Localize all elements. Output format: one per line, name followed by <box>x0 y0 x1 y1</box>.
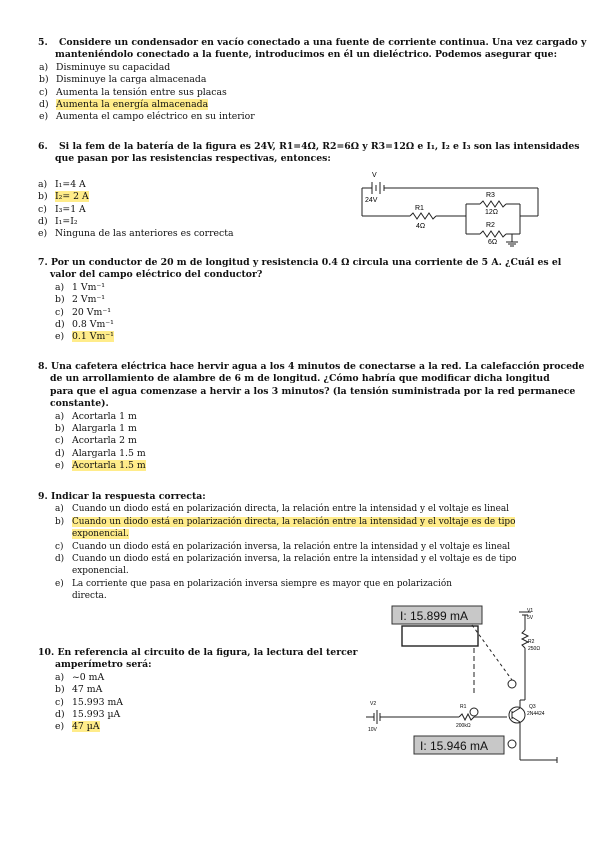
options-list <box>39 62 586 124</box>
circuit-diagram-q6 <box>360 168 550 250</box>
option-text: Disminuye la carga almacenada <box>56 74 207 86</box>
option-d[interactable] <box>55 319 561 331</box>
option-text: ~0 mA <box>72 671 105 683</box>
option-letter: d) <box>55 554 65 565</box>
option-letter: a) <box>55 504 64 515</box>
option-letter: a) <box>38 178 48 190</box>
question-8 <box>38 361 584 473</box>
option-a[interactable] <box>55 672 358 684</box>
option-letter: e) <box>55 331 65 343</box>
option-e[interactable] <box>55 721 358 733</box>
option-text: 15.993 mA <box>72 696 124 708</box>
transistor-collector <box>512 708 520 713</box>
option-text: 0.8 Vm⁻¹ <box>72 319 114 331</box>
probe-marker-icon <box>508 680 516 688</box>
option-letter: e) <box>55 578 64 589</box>
option-letter: b) <box>39 74 49 86</box>
stem-line: de un arrollamiento de alambre de 6 m de longitud. ¿Cómo habría que modificar dicha longitud <box>50 373 550 385</box>
option-text-highlighted: Aumenta la energía almacenada <box>56 99 209 111</box>
option-letter: a) <box>39 61 49 73</box>
option-d[interactable] <box>55 448 584 460</box>
question-number: 10. <box>38 647 55 658</box>
option-letter: a) <box>55 281 65 293</box>
resistor-r1 <box>410 213 436 219</box>
transistor-value: 2N4424 <box>527 711 545 717</box>
question-number: 5. <box>38 37 48 48</box>
option-e[interactable] <box>55 578 517 590</box>
option-text: exponencial. <box>72 566 129 577</box>
question-8-stem <box>38 361 584 373</box>
v1-label: V1 <box>527 608 534 614</box>
battery-value: 24V <box>365 197 378 204</box>
r1-value: 4Ω <box>416 223 426 230</box>
stem-line: amperímetro será: <box>55 659 152 671</box>
question-6-stem <box>38 141 580 153</box>
option-a[interactable] <box>55 503 517 515</box>
option-letter: d) <box>55 447 65 459</box>
option-letter: b) <box>55 423 65 435</box>
option-text: Ninguna de las anteriores es correcta <box>55 228 234 240</box>
option-c[interactable] <box>55 307 561 319</box>
question-9-stem <box>38 491 517 503</box>
v2-value: 10V <box>368 727 377 733</box>
r2-value: 250Ω <box>528 646 541 652</box>
option-text: 47 mA <box>72 684 103 696</box>
r2-label: R2 <box>528 639 535 645</box>
option-text: I₃=1 A <box>55 203 86 215</box>
option-text: La corriente que pasa en polarización inversa siempre es mayor que en polarización <box>72 578 452 589</box>
option-c[interactable] <box>55 541 517 553</box>
question-9 <box>38 491 517 603</box>
ammeter-reading-top: I: 15.899 mA <box>400 609 469 623</box>
option-text-highlighted: exponencial. <box>72 529 129 540</box>
question-5 <box>38 37 586 124</box>
stem-line: Indicar la respuesta correcta: <box>50 491 206 502</box>
option-text: Cuando un diodo está en polarización directa, la relación entre la intensidad y el voltaje es lineal <box>72 504 510 515</box>
option-a[interactable] <box>55 282 561 294</box>
question-10 <box>38 647 358 734</box>
r2-label: R2 <box>486 222 495 229</box>
option-text-highlighted: Cuando un diodo está en polarización directa, la relación entre la intensidad y el voltaje es de tipo <box>72 516 516 527</box>
option-letter: a) <box>55 410 65 422</box>
ammeter-box <box>402 626 478 646</box>
options-list <box>55 282 561 344</box>
stem-line: constante). <box>50 398 109 410</box>
option-e[interactable] <box>55 460 584 472</box>
option-text-highlighted: 47 µA <box>72 721 100 733</box>
question-7-stem <box>38 257 561 269</box>
stem-line: manteniéndolo conectado a la fuente, introducimos en él un dieléctrico. Podemos asegurar que: <box>55 49 557 61</box>
r1-label: R1 <box>415 205 424 212</box>
options-list <box>55 411 584 473</box>
option-letter: c) <box>39 86 48 98</box>
option-letter: b) <box>55 684 65 696</box>
question-number: 8. <box>38 361 48 372</box>
question-number: 9. <box>38 491 48 502</box>
option-text: 2 Vm⁻¹ <box>72 294 106 306</box>
r1-label: R1 <box>460 704 467 710</box>
option-b[interactable] <box>39 74 586 86</box>
option-letter: d) <box>38 216 48 228</box>
option-b[interactable] <box>55 516 517 528</box>
option-text: 20 Vm⁻¹ <box>72 306 111 318</box>
question-7 <box>38 257 561 344</box>
resistor-r2 <box>480 231 506 237</box>
option-letter: c) <box>38 203 47 215</box>
question-number: 7. <box>38 257 48 268</box>
option-text: Acortarla 2 m <box>72 435 137 447</box>
option-letter: e) <box>55 721 65 733</box>
option-text: I₁=I₂ <box>55 216 78 228</box>
option-text: Cuando un diodo está en polarización inversa, la relación entre la intensidad y el voltaje es lineal <box>72 541 511 552</box>
option-d[interactable] <box>39 99 586 111</box>
option-letter: b) <box>38 191 48 203</box>
option-letter: a) <box>55 671 65 683</box>
option-text-highlighted: Acortarla 1.5 m <box>72 460 146 472</box>
option-e[interactable] <box>55 331 561 343</box>
option-text-highlighted: 0.1 Vm⁻¹ <box>72 331 114 343</box>
r2-value: 6Ω <box>488 239 498 246</box>
stem-line: Si la fem de la batería de la figura es 24V, R1=4Ω, R2=6Ω y R3=12Ω e I₁, I₂ e I₃ son las intensidades <box>58 141 580 152</box>
options-list <box>55 503 517 602</box>
stem-line: Por un conductor de 20 m de longitud y resistencia 0.4 Ω circula una corriente de 5 A. ¿Cuál es el <box>50 257 562 268</box>
v1-value: 5V <box>527 615 534 621</box>
option-e[interactable] <box>39 111 586 123</box>
transistor-label: Q3 <box>529 704 536 710</box>
option-c[interactable] <box>55 435 584 447</box>
option-b[interactable] <box>55 294 561 306</box>
battery-label: V <box>372 172 377 179</box>
stem-line: Una cafetera eléctrica hace hervir agua a los 4 minutos de conectarse a la red. La calefacción procede <box>50 361 585 372</box>
r1-value: 200kΩ <box>456 723 471 729</box>
option-text: I₁=4 A <box>55 178 86 190</box>
option-letter: c) <box>55 696 64 708</box>
v2-label: V2 <box>370 701 377 707</box>
stem-line: para que el agua comenzase a hervir a los 3 minutos? (la tensión suministrada por la red permanece <box>50 385 576 397</box>
ammeter-reading-bottom: I: 15.946 mA <box>420 739 489 753</box>
option-letter: b) <box>55 294 65 306</box>
probe-marker-icon <box>508 740 516 748</box>
option-letter: d) <box>55 319 65 331</box>
option-d-continued <box>55 565 517 577</box>
option-letter: d) <box>55 709 65 721</box>
option-c[interactable] <box>39 87 586 99</box>
option-b-continued <box>55 528 517 540</box>
probe-marker-icon <box>470 708 478 716</box>
option-letter: c) <box>55 306 64 318</box>
option-text: Aumenta el campo eléctrico en su interior <box>56 111 255 123</box>
resistor-r3 <box>480 201 506 207</box>
option-letter: c) <box>55 541 64 552</box>
stem-line: valor del campo eléctrico del conductor? <box>50 269 263 281</box>
question-5-stem <box>38 37 586 49</box>
stem-line: En referencia al circuito de la figura, la lectura del tercer <box>57 647 358 658</box>
option-text: Cuando un diodo está en polarización inversa, la relación entre la intensidad y el voltaje es de tipo <box>72 554 517 565</box>
option-text: 1 Vm⁻¹ <box>72 281 106 293</box>
r3-value: 12Ω <box>485 209 499 216</box>
transistor-emitter <box>512 717 520 722</box>
option-d[interactable] <box>55 553 517 565</box>
option-d[interactable] <box>55 709 358 721</box>
option-text: Disminuye su capacidad <box>56 61 171 73</box>
options-list <box>55 672 358 734</box>
option-text: directa. <box>72 591 107 602</box>
option-letter: b) <box>55 516 65 527</box>
stem-line: que pasan por las resistencias respectivas, entonces: <box>55 153 331 165</box>
option-letter: e) <box>55 460 65 472</box>
option-letter: e) <box>38 228 48 240</box>
option-letter: d) <box>39 99 49 111</box>
option-text: Alargarla 1.5 m <box>72 447 146 459</box>
option-text: Acortarla 1 m <box>72 410 137 422</box>
option-a[interactable] <box>39 62 586 74</box>
question-10-stem <box>38 647 358 659</box>
stem-line: Considere un condensador en vacío conectado a una fuente de corriente continua. Una vez cargado y <box>58 37 587 48</box>
option-text: Aumenta la tensión entre sus placas <box>56 86 227 98</box>
option-text-highlighted: I₂= 2 A <box>55 191 89 203</box>
question-number: 6. <box>38 141 48 152</box>
option-b[interactable] <box>55 684 358 696</box>
r3-label: R3 <box>486 192 495 199</box>
option-text: Alargarla 1 m <box>72 423 137 435</box>
option-a[interactable] <box>55 411 584 423</box>
circuit-diagram-q10 <box>362 600 562 765</box>
option-b[interactable] <box>55 423 584 435</box>
option-letter: e) <box>39 111 49 123</box>
option-text: 15.993 µA <box>72 709 121 721</box>
option-c[interactable] <box>55 697 358 709</box>
option-letter: c) <box>55 435 64 447</box>
